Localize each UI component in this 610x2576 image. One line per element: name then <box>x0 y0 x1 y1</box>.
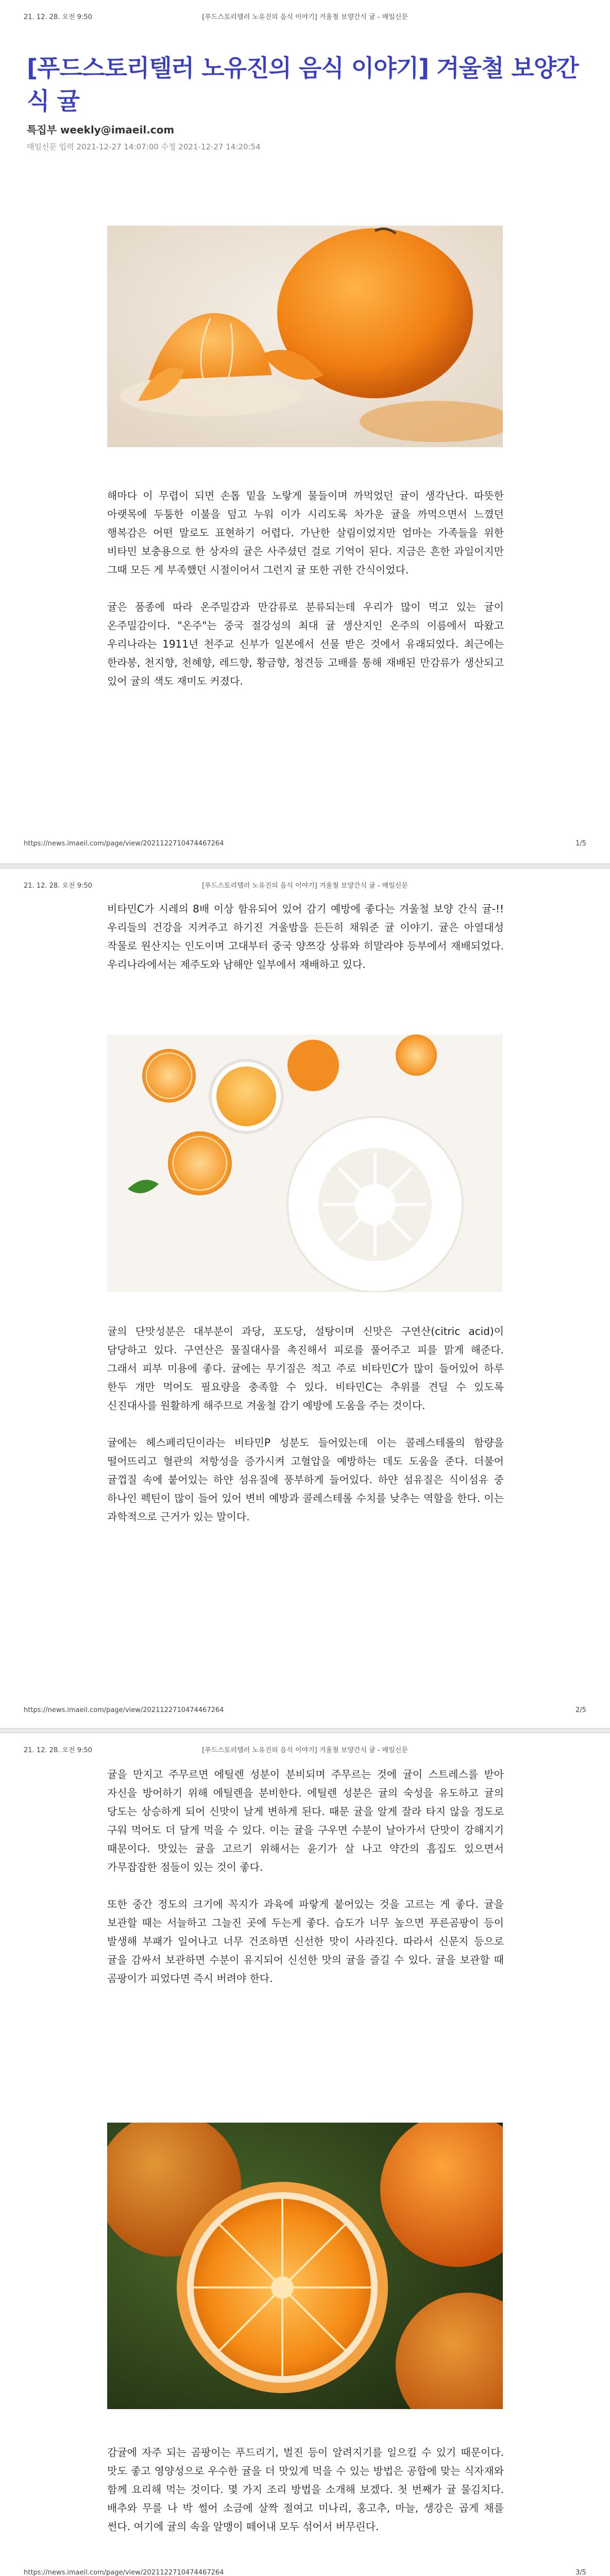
article-dateline: 매일신문 입력 2021-12-27 14:07:00 수정 2021-12-27 14:20:54 <box>27 142 261 151</box>
article-body-page-2a <box>107 900 504 974</box>
paragraph-7: 또한 중간 정도의 크기에 꼭지가 과육에 파랗게 붙어있는 것을 고르는 게 좋다. 귤을 보관할 때는 서늘하고 그늘진 곳에 두는게 좋다. 습도가 너무 높으면 푸른곰팡이 등이 발생해 부패가 일어나고 너무 건조하면 신선한 맛이 사라진다. 따라서 신문지 등으로 귤을 감싸서 보관하면 수분이 유지되어 신선한 맛의 귤을 즐길 수 있다. 귤을 보관할 때 곰팡이가 피었다면 즉시 버려야 한다. <box>107 1898 504 1985</box>
print-page-2 <box>0 869 610 1728</box>
page-number: 1/5 <box>575 840 586 848</box>
print-url: https://news.imaeil.com/page/view/2021122710474467264 <box>24 2569 224 2576</box>
article-body-page-3b <box>107 2443 504 2536</box>
print-title: [푸드스토리텔러 노유진의 음식 이야기] 겨울철 보양간식 귤 - 매일신문 <box>202 1747 408 1754</box>
print-date: 21. 12. 28. 오전 9:50 <box>24 882 92 890</box>
article-byline: 특집부 weekly@imaeil.com <box>27 124 175 136</box>
print-url: https://news.imaeil.com/page/view/2021122710474467264 <box>24 1706 224 1714</box>
paragraph-2: 귤은 품종에 따라 온주밀감과 만감류로 분류되는데 우리가 많이 먹고 있는 귤이 온주밀감이다. "온주"는 중국 절강성의 최대 귤 생산지인 온주의 이름에서 따왔고 우리나라는 1911년 천주교 신부가 일본에서 선물 받은 것에서 유래되었다. 최근에는 한라봉, 천지향, 천혜향, 레드향, 황금향, 청견등 고배를 통해 재배된 만감류가 생산되고 있어 귤의 색도 재미도 커졌다. <box>107 601 504 687</box>
print-page-1 <box>0 0 610 863</box>
print-title: [푸드스토리텔러 노유진의 음식 이야기] 겨울철 보양간식 귤 - 매일신문 <box>202 882 408 890</box>
paragraph-1: 해마다 이 무렵이 되면 손톱 밑을 노랗게 물들이며 까먹었던 귤이 생각난다. 따뜻한 아랫목에 두툼한 이불을 덮고 누워 이가 시리도록 차가운 귤을 까먹으면서 느꼈던 행복감은 어떤 말로도 표현하기 어렵다. 가난한 살림이었지만 엄마는 가족들을 위한 비타민 보충용으로 한 상자의 귤은 사주셨던 걸로 기억이 된다. 지금은 흔한 과일이지만 그때 모든 게 부족했던 시절이어서 그런지 귤 또한 귀한 간식이었다. <box>107 489 504 576</box>
paragraph-3: 비타민C가 시레의 8배 이상 함유되어 있어 감기 예방에 좋다는 겨울철 보양 간식 귤-!! 우리들의 건강을 지켜주고 하기진 겨울밤을 든든히 채워준 귤 이야기. 귤은 아열대성 작물로 원산지는 인도이며 고대부터 중국 양쯔강 상류와 히말라야 등부에서 재배되었다. 우리나라에서는 제주도와 남해안 일부에서 재배하고 있다. <box>107 903 504 971</box>
orange-slice-photo <box>107 2123 503 2409</box>
print-date: 21. 12. 28. 오전 9:50 <box>24 13 92 21</box>
print-page-3 <box>0 1733 610 2576</box>
paragraph-8: 감귤에 자주 되는 곰팡이는 푸드리기, 벌진 등이 알려지기를 일으킬 수 있기 때문이다. 맛도 좋고 영양성으로 우수한 귤을 더 맛있게 먹을 수 있는 방법은 공합에 맞는 식자재와 함께 요리해 먹는 것이다. 몇 가지 조리 방법을 소개해 보겠다. 첫 번째가 귤 물김치다. 배추와 무를 나 박 썰어 소금에 살짝 절여고 미나리, 홍고추, 마늘, 생강은 곱게 채를 썬다. 여기에 귤의 속을 알맹이 떼어내 모두 섞어서 버무린다. <box>107 2446 504 2533</box>
paragraph-6: 귤을 만지고 주무르면 에틸렌 성분이 분비되며 주무르는 것에 귤이 스트레스를 받아 자신을 방어하기 위해 에틸렌을 분비한다. 에틸렌 성분은 귤의 숙성을 유도하고 귤의 당도는 상승하게 되어 신맛이 날게 변하게 된다. 때문 귤을 알게 잘라 타지 않을 정도로 구워 먹어도 더 달게 먹을 수 있다. 이는 귤을 구우면 수분이 날아가서 단맛이 강해지기 때문이다. 맛있는 귤을 고르기 위해서는 윤기가 살 나고 약간의 흠집도 있으면서 가무잡잡한 점들이 있는 것이 좋다. <box>107 1768 504 1873</box>
paragraph-5: 귤에는 헤스페리딘이라는 비타민P 성분도 들어있는데 이는 콜레스테롤의 함량을 떨어뜨리고 혈관의 저항성을 증가시켜 고혈압을 예방하는 데도 도움을 준다. 더불어 귤껍질 속에 붙어있는 하얀 섬유질에 풍부하게 들어있다. 하얀 섬유질은 식이섬유 중 하나인 펙틴이 많이 들어 있어 변비 예방과 콜레스테롤 수치를 낮추는 역할을 한다. 이는 과학적으로 근거가 있는 말이다. <box>107 1436 504 1523</box>
page-number: 2/5 <box>575 1706 586 1714</box>
article-body-page-1 <box>107 486 504 690</box>
page-separator <box>0 863 610 869</box>
article-body-page-3a <box>107 1765 504 1988</box>
page-separator <box>0 1728 610 1733</box>
tangerine-photo-1 <box>107 226 503 447</box>
citrus-juice-photo <box>107 1035 503 1292</box>
print-title: [푸드스토리텔러 노유진의 음식 이야기] 겨울철 보양간식 귤 - 매일신문 <box>202 13 408 21</box>
page-number: 3/5 <box>575 2569 586 2576</box>
paragraph-4: 귤의 단맛성분은 대부분이 과당, 포도당, 설탕이며 신맛은 구연산(citric acid)이 담당하고 있다. 구연산은 물질대사를 촉진해서 피로를 풀어주고 피를 맑게 해준다. 그래서 피부 미용에 좋다. 귤에는 무기질은 적고 주로 비타민C가 많이 들어있어 하루 한두 개만 먹어도 필요량을 충족할 수 있다. 비타민C는 추위를 견딜 수 있도록 신진대사를 원활하게 해주므로 겨울철 감기 예방에 도움을 주는 것이다. <box>107 1325 504 1412</box>
article-headline: [푸드스토리텔러 노유진의 음식 이야기] 겨울철 보양간식 귤 <box>27 54 579 115</box>
print-date: 21. 12. 28. 오전 9:50 <box>24 1747 92 1754</box>
article-body-page-2b <box>107 1322 504 1526</box>
print-url: https://news.imaeil.com/page/view/2021122710474467264 <box>24 840 224 848</box>
